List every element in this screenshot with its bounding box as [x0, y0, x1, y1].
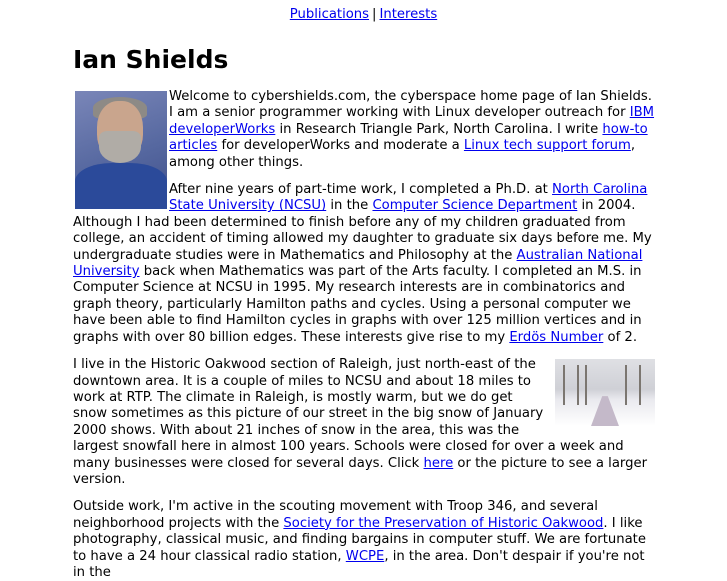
wcpe-link[interactable]: WCPE	[345, 548, 385, 564]
intro-paragraph: Welcome to cybershields.com, the cyberspace home page of Ian Shields. I am a senior programmer working with Linux developer outreach for IBM developerWorks in Research Triangle Park, North Carolina. I write how-to articles for developerWorks and moderate a Linux tech support forum, among other things.	[73, 89, 655, 171]
ibm-developerworks-link[interactable]: IBM developerWorks	[169, 105, 655, 137]
interests-link[interactable]: Interests	[379, 7, 438, 22]
main-content	[73, 45, 655, 581]
linux-forum-link[interactable]: Linux tech support forum	[463, 138, 631, 154]
page-title: Ian Shields	[73, 45, 229, 74]
anu-link[interactable]: Australian National University	[73, 247, 643, 280]
erdos-number-link[interactable]: Erdös Number	[509, 329, 604, 345]
hobbies-paragraph: Outside work, I'm active in the scouting movement with Troop 346, and several neighborhood projects with the Society for the Preservation of Historic Oakwood. I like photography, classical music, and finding bargains in computer stuff. We are fortunate to have a 24 hour classical radio station, WCPE, in the area. Don't despair if you're not in the	[73, 499, 646, 580]
cs-department-link[interactable]: Computer Science Department	[372, 198, 578, 214]
raleigh-paragraph: I live in the Historic Oakwood section of Raleigh, just north-east of the downtown area. It is a couple of miles to NCSU and about 18 miles to work at RTP. The climate in Raleigh, is mostly warm, but we do get snow sometimes as this picture of our street in the big snow of January 2000 shows. With about 21 inches of snow in the area, this was the largest snowfall here in almost 100 years. Schools were closed for over a week and many businesses were closed for several days. Click here or the picture to see a larger version.	[73, 357, 655, 488]
top-navigation	[0, 0, 727, 23]
how-to-articles-link[interactable]: how-to articles	[169, 121, 648, 154]
nav-separator: |	[372, 7, 377, 22]
ncsu-link[interactable]: North Carolina State University (NCSU)	[169, 182, 648, 214]
oakwood-society-link[interactable]: Society for the Preservation of Historic Oakwood	[283, 515, 604, 531]
publications-link[interactable]: Publications	[289, 7, 370, 22]
snow-street-photo[interactable]	[555, 359, 655, 426]
snow-photo-here-link[interactable]: here	[423, 455, 454, 471]
education-paragraph: After nine years of part-time work, I completed a Ph.D. at North Carolina State University (NCSU) in the Computer Science Department in 2004. Although I had been determined to finish before any of my children graduated from college, an accident of timing allowed my daughter to graduate six days before me. My undergraduate studies were in Mathematics and Philosophy at the Australian National University back when Mathematics was part of the Arts faculty. I completed an M.S. in Computer Science at NCSU in 1995. My research interests are in combinatorics and graph theory, particularly Hamilton paths and cycles. Using a personal computer we have been able to find Hamilton cycles in graphs with over 125 million vertices and in graphs with over 80 billion edges. These interests give rise to my Erdös Number of 2.	[73, 182, 652, 345]
portrait-photo	[75, 91, 167, 209]
